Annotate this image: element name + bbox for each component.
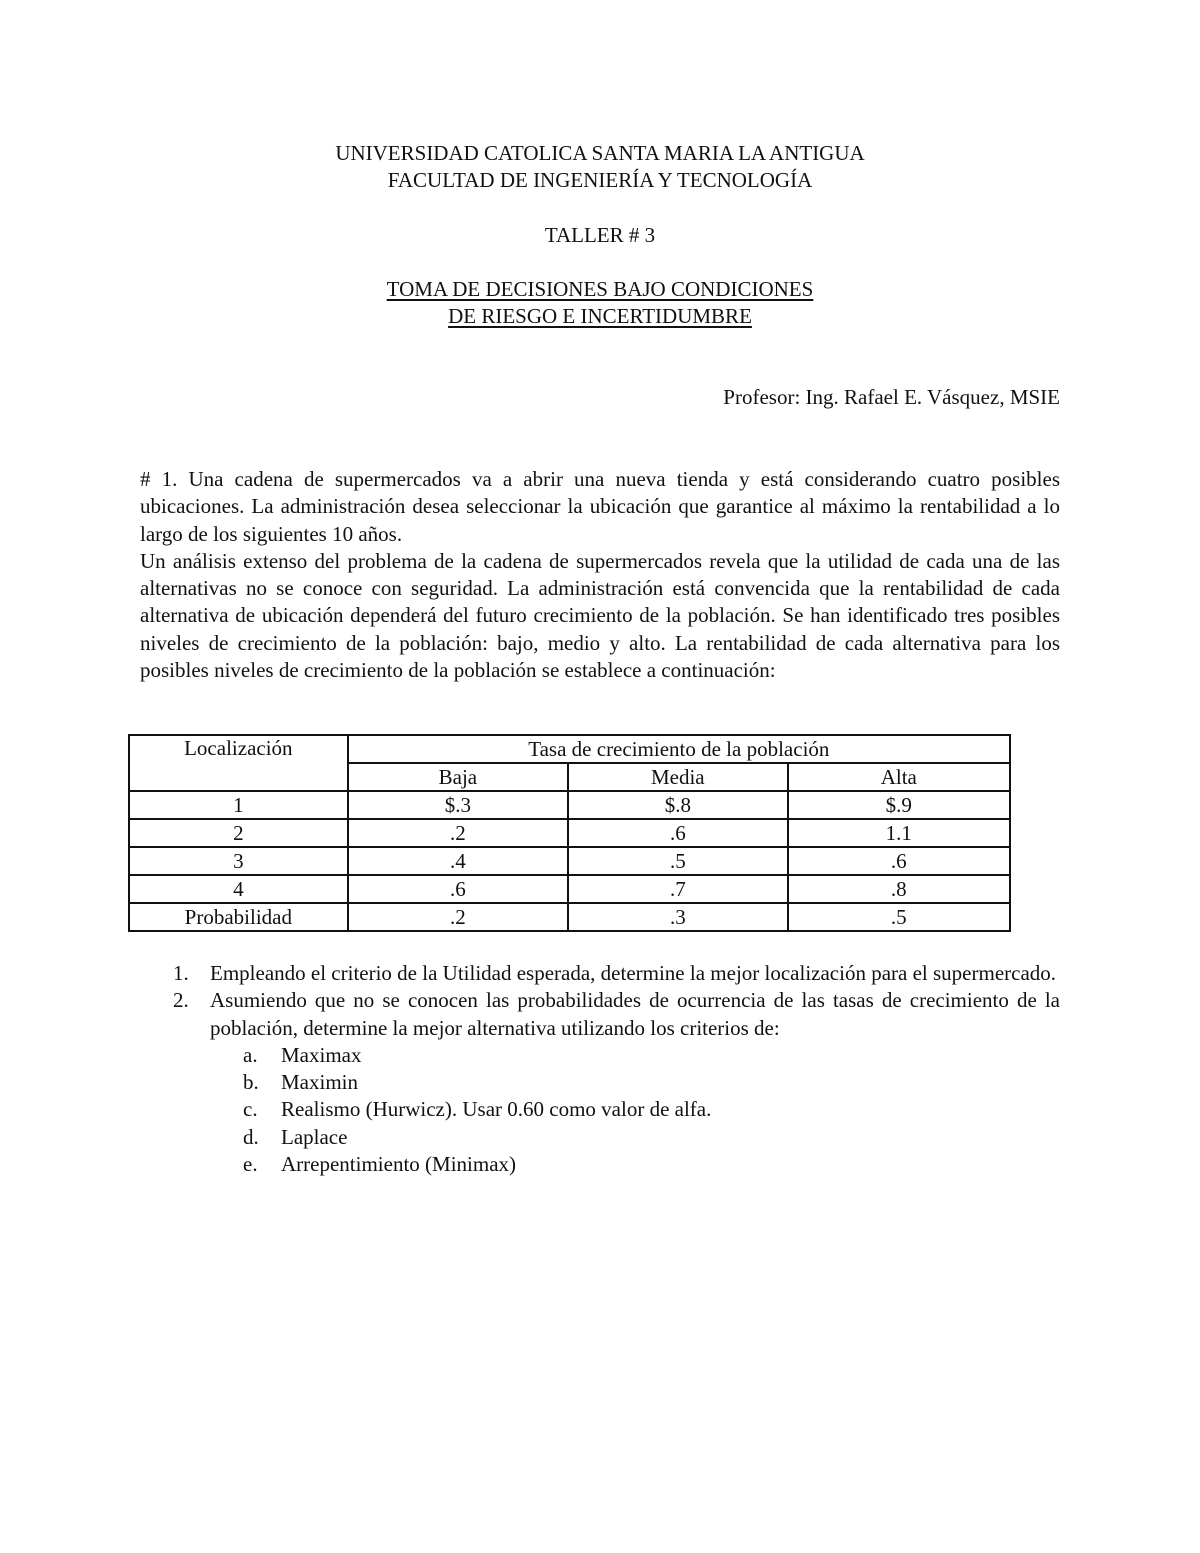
title-line2-text: DE RIESGO E INCERTIDUMBRE [448,304,752,328]
cell-medium: .6 [568,819,787,847]
cell-medium: .7 [568,875,787,903]
criterion-text: Arrepentimiento (Minimax) [281,1152,517,1177]
row-label: 1 [129,791,348,819]
table-header-row [129,735,1010,763]
row-label: 2 [129,819,348,847]
cell-high: 1.1 [788,819,1010,847]
question-text: Asumiendo que no se conocen las probabilidades de ocurrencia de las tasas de crecimiento de la población, determine la mejor alternativa utilizando los criterios de: [210,988,1060,1040]
workshop-number: TALLER # 3 [544,223,656,247]
cell-high: .5 [788,903,1010,931]
criterion-item [140,1096,1060,1123]
criterion-text: Maximin [281,1070,358,1095]
question-text: Empleando el criterio de la Utilidad esperada, determine la mejor localización para el supermercado. [210,961,1057,985]
row-label: Probabilidad [129,903,348,931]
question-2 [140,987,1060,1042]
problem-paragraph-2: Un análisis extenso del problema de la cadena de supermercados revela que la utilidad de cada una de las alternativas no se conoce con seguridad. La administración está convencida que la rentabilidad de cada alternativa de ubicación dependerá del futuro crecimiento de la población. Se han identificado tres posibles niveles de crecimiento de la población: bajo, medio y alto. La rentabilidad de cada alternativa para los posibles niveles de crecimiento de la población se establece a continuación: [140,548,1060,683]
cell-medium: .3 [568,903,787,931]
questions-list [140,960,1060,1178]
cell-high: .8 [788,875,1010,903]
cell-medium: .5 [568,847,787,875]
problem-statement [140,466,1060,684]
cell-low: .4 [348,847,568,875]
question-number: 2. [173,988,189,1013]
profitability-table [128,734,1011,932]
criterion-letter: d. [243,1124,259,1149]
cell-low: .2 [348,819,568,847]
row-label: 4 [129,875,348,903]
question-1 [140,960,1060,987]
criterion-item [140,1042,1060,1069]
table-row-probability [129,903,1010,931]
table-row [129,847,1010,875]
criterion-item [140,1069,1060,1096]
document-title-line1 [0,276,1200,303]
criterion-text: Realismo (Hurwicz). Usar 0.60 como valor de alfa. [281,1097,712,1122]
table-row [129,819,1010,847]
faculty-name: FACULTAD DE INGENIERÍA Y TECNOLOGÍA [387,168,813,192]
header-high: Alta [788,763,1010,791]
header-location: Localización [129,735,348,791]
problem-paragraph-1: # 1. Una cadena de supermercados va a abrir una nueva tienda y está considerando cuatro posibles ubicaciones. La administración desea seleccionar la ubicación que garantice al máximo la rentabilidad a lo largo de los siguientes 10 años. [140,467,1060,546]
title-line1-text: TOMA DE DECISIONES BAJO CONDICIONES [386,277,814,301]
row-label: 3 [129,847,348,875]
document-title-line2 [0,303,1200,330]
cell-low: .6 [348,875,568,903]
header-growth-rate: Tasa de crecimiento de la población [348,735,1010,763]
cell-medium: $.8 [568,791,787,819]
criterion-text: Laplace [281,1124,348,1149]
criterion-letter: a. [243,1042,258,1067]
professor-line: Profesor: Ing. Rafael E. Vásquez, MSIE [723,385,1060,409]
cell-low: $.3 [348,791,568,819]
table-row [129,875,1010,903]
cell-high: $.9 [788,791,1010,819]
criterion-letter: b. [243,1070,259,1095]
question-number: 1. [173,961,189,985]
header-low: Baja [348,763,568,791]
university-name: UNIVERSIDAD CATOLICA SANTA MARIA LA ANTIGUA [335,141,865,165]
cell-high: .6 [788,847,1010,875]
table-row [129,791,1010,819]
header-medium: Media [568,763,787,791]
criterion-item [140,1151,1060,1178]
criterion-item [140,1124,1060,1151]
criterion-letter: e. [243,1152,258,1177]
criterion-text: Maximax [281,1042,362,1067]
criterion-letter: c. [243,1097,258,1122]
cell-low: .2 [348,903,568,931]
